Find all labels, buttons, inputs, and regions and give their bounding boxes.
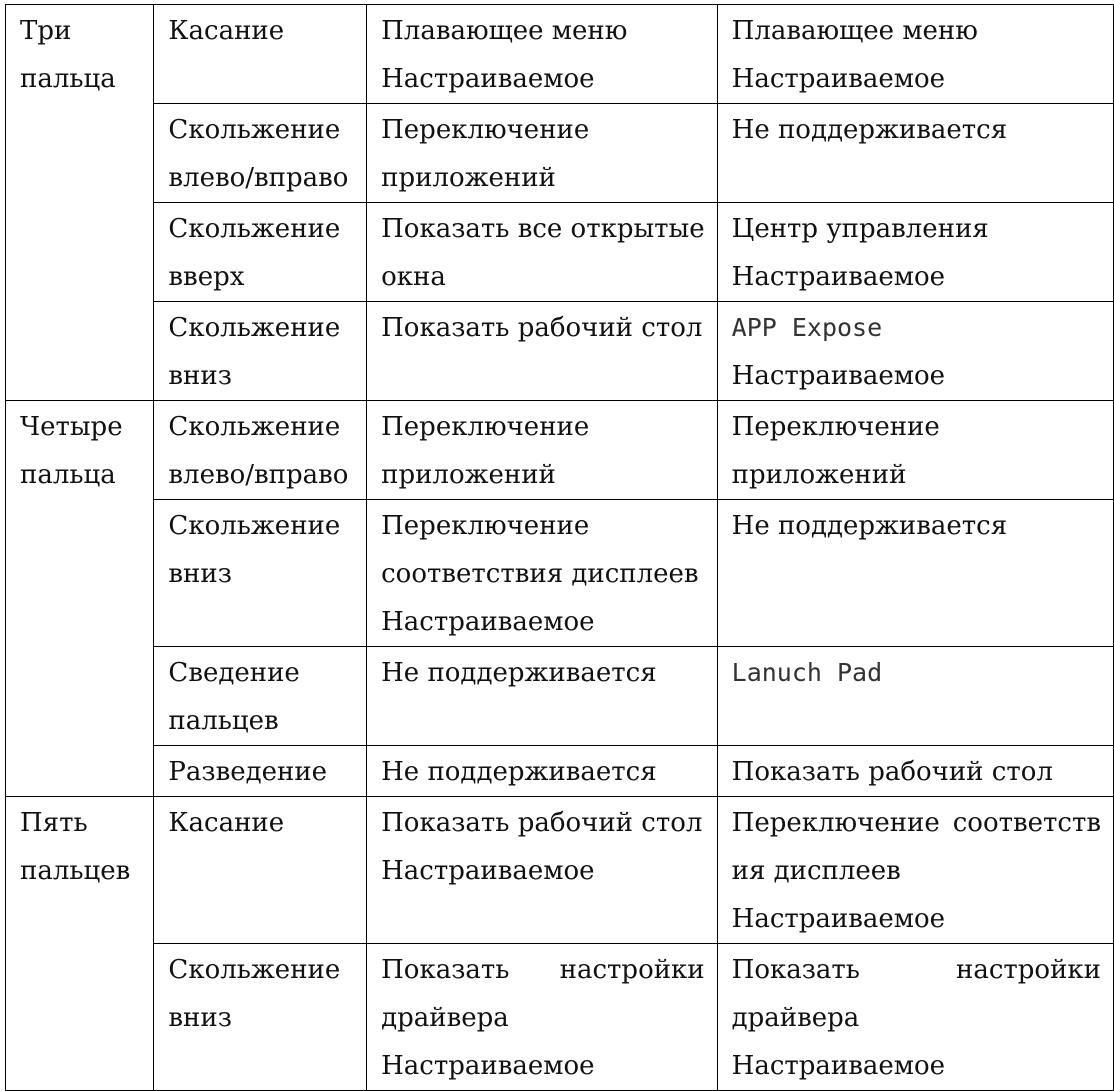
gesture-cell [154, 302, 367, 401]
function-cell [717, 302, 1113, 401]
table-row [6, 302, 1114, 401]
function-text: Настраиваемое [731, 904, 946, 934]
gesture-table [5, 4, 1114, 1091]
function-cell [717, 104, 1113, 203]
function-text: Настраиваемое [731, 361, 946, 391]
function-cell [367, 647, 718, 746]
function-text: драйвера [731, 1003, 860, 1033]
table-row [6, 746, 1114, 797]
function-text: Настраиваемое [731, 64, 946, 94]
function-cell [367, 797, 718, 944]
function-text-mono: APP Expose [731, 313, 883, 342]
function-cell [367, 944, 718, 1091]
function-cell [717, 203, 1113, 302]
gesture-label: влево/вправо [168, 460, 349, 490]
function-text: Настраиваемое [381, 607, 595, 637]
function-cell [717, 401, 1113, 500]
function-cell [367, 302, 718, 401]
function-cell [717, 944, 1113, 1091]
function-text: Не поддерживается [381, 658, 657, 688]
function-text-part: настройки [559, 955, 705, 985]
gesture-label: Скольжение [168, 511, 341, 541]
function-text: приложений [381, 163, 556, 193]
function-text: Настраиваемое [731, 1051, 946, 1081]
function-text: Показать рабочий стол [381, 313, 703, 343]
gesture-label: Скольжение [168, 412, 341, 442]
function-text-part: Показать [381, 955, 510, 985]
function-text-part: Показать [731, 955, 860, 985]
table-row [6, 944, 1114, 1091]
function-text-part: настройки [956, 955, 1101, 985]
function-text-part: соответств [952, 808, 1101, 838]
table-row [6, 104, 1114, 203]
function-text: Плавающее меню [731, 16, 978, 46]
function-text: Плавающее меню [381, 16, 628, 46]
function-cell [717, 797, 1113, 944]
gesture-label: вниз [168, 559, 232, 589]
function-text-justified [732, 946, 1101, 994]
function-text: окна [381, 262, 446, 292]
function-text: Не поддерживается [381, 757, 657, 787]
gesture-label: Разведение [168, 757, 328, 787]
gesture-label: Касание [168, 16, 285, 46]
function-text-part: Переключение [731, 808, 940, 838]
table-row [6, 401, 1114, 500]
function-text: Настраиваемое [381, 856, 595, 886]
gesture-cell [154, 647, 367, 746]
function-text: соответствия дисплеев [381, 559, 699, 589]
function-text: Показать все открытые [381, 214, 705, 244]
gesture-label: вниз [168, 1003, 232, 1033]
gesture-cell [154, 797, 367, 944]
gesture-label: влево/вправо [168, 163, 349, 193]
gesture-cell [154, 104, 367, 203]
function-text: Переключение [381, 115, 590, 145]
table-row [6, 203, 1114, 302]
finger-count-label: Три [20, 16, 72, 46]
function-text: ия дисплеев [731, 856, 901, 886]
gesture-label: Сведение [168, 658, 300, 688]
function-text: Настраиваемое [381, 1051, 595, 1081]
gesture-cell [154, 746, 367, 797]
finger-count-cell [6, 797, 154, 1091]
function-text: Переключение [381, 511, 590, 541]
function-cell [367, 500, 718, 647]
gesture-cell [154, 401, 367, 500]
function-cell [367, 5, 718, 104]
table-row [6, 797, 1114, 944]
function-cell [367, 203, 718, 302]
function-text: Не поддерживается [731, 511, 1008, 541]
gesture-cell [154, 5, 367, 104]
finger-count-label: пальца [20, 64, 116, 94]
function-cell [367, 746, 718, 797]
function-text: Настраиваемое [381, 64, 595, 94]
gesture-cell [154, 500, 367, 647]
function-text: Центр управления [731, 214, 989, 244]
function-text-justified [381, 946, 705, 994]
function-text: Настраиваемое [731, 262, 946, 292]
gesture-label: Скольжение [168, 313, 341, 343]
table-row [6, 500, 1114, 647]
function-text: приложений [731, 460, 907, 490]
gesture-label: пальцев [168, 706, 279, 736]
function-text: Переключение [381, 412, 590, 442]
function-text: Показать рабочий стол [731, 757, 1053, 787]
table-row [6, 647, 1114, 746]
gesture-cell [154, 203, 367, 302]
finger-count-cell [6, 401, 154, 797]
gesture-label: Касание [168, 808, 285, 838]
function-cell [717, 5, 1113, 104]
function-cell [367, 104, 718, 203]
function-cell [717, 746, 1113, 797]
finger-count-cell [6, 5, 154, 401]
gesture-label: вверх [168, 262, 245, 292]
gesture-label: Скольжение [168, 214, 341, 244]
finger-count-label: пальцев [20, 856, 131, 886]
function-text: Показать рабочий стол [381, 808, 703, 838]
table-row [6, 5, 1114, 104]
finger-count-label: пальца [20, 460, 116, 490]
gesture-cell [154, 944, 367, 1091]
finger-count-label: Четыре [20, 412, 123, 442]
gesture-label: вниз [168, 361, 232, 391]
function-text: приложений [381, 460, 556, 490]
function-cell [717, 500, 1113, 647]
function-text-mono: Lanuch Pad [731, 658, 883, 687]
function-cell [367, 401, 718, 500]
gesture-label: Скольжение [168, 115, 341, 145]
finger-count-label: Пять [20, 808, 88, 838]
function-text: Не поддерживается [731, 115, 1008, 145]
function-text: Переключение [731, 412, 940, 442]
function-text-justified [732, 799, 1101, 847]
function-cell [717, 647, 1113, 746]
function-text: драйвера [381, 1003, 509, 1033]
gesture-label: Скольжение [168, 955, 341, 985]
